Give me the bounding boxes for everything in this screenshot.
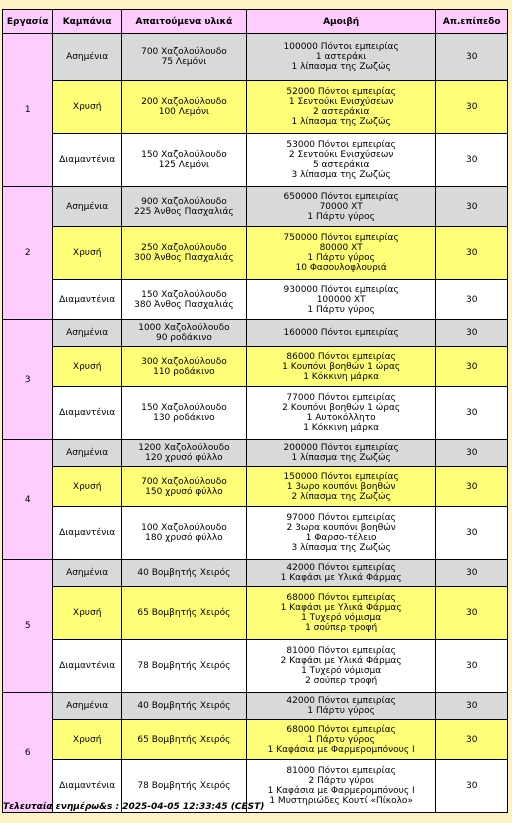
table-row [3, 720, 507, 759]
table-row [3, 187, 507, 226]
reward-line: 1 Κουπόνι βοηθών 1 ώρας [282, 361, 401, 372]
reward-line: 650000 Πόντοι εμπειρίας [283, 191, 399, 202]
required-materials [122, 320, 246, 346]
required-level: 30 [436, 347, 507, 386]
table-row [3, 81, 507, 133]
reward-line: 5 αστεράκια [312, 160, 370, 170]
reward [247, 387, 436, 439]
reward-line: 81000 Πόντοι εμπειρίας [286, 766, 396, 776]
required-materials [122, 227, 246, 279]
reward-line: 1 λίπασμα της Ζωζώς [291, 117, 391, 127]
material-line: 250 Χαζολούλουδο [141, 243, 227, 253]
reward-line: 1 Καφάσια με Φαρμερομπόνους Ι [267, 786, 415, 796]
campaign-tier: Χρυσή [53, 720, 121, 759]
campaign-tier: Διαμαντένια [53, 760, 121, 812]
material-line: 150 Χαζολούλουδο [141, 150, 227, 160]
table-row [3, 587, 507, 639]
reward-line: 77000 Πόντοι εμπειρίας [286, 393, 396, 403]
campaign-tier: Ασημένια [53, 34, 121, 80]
tasks-table [2, 9, 508, 813]
required-level: 30 [436, 34, 507, 80]
required-level: 30 [436, 81, 507, 133]
reward-line: 1 Αυτοκόλλητο [306, 413, 376, 423]
task-number: 1 [3, 34, 52, 186]
campaign-tier: Διαμαντένια [53, 387, 121, 439]
reward-line: 2 Πάρτυ γύροι [308, 776, 374, 786]
reward [247, 720, 436, 759]
reward-line: 1 Πάρτυ γύρος [307, 734, 375, 745]
reward [247, 467, 436, 506]
campaign-tier: Ασημένια [53, 560, 121, 586]
reward [247, 280, 436, 319]
campaign-tier: Ασημένια [53, 320, 121, 346]
required-materials [122, 347, 246, 386]
last-updated: Τελευταία ενημέρω&s : 2025-04-05 12:33:45 (CEST) [3, 802, 265, 812]
material-line: 150 Χαζολούλουδο [141, 289, 227, 300]
campaign-tier: Διαμαντένια [53, 507, 121, 559]
reward-line: 930000 Πόντοι εμπειρίας [283, 284, 399, 295]
reward-line: 1 Πάρτυ γύρος [307, 253, 375, 263]
campaign-tier: Χρυσή [53, 81, 121, 133]
material-line: 120 χρυσό φύλλο [145, 453, 223, 463]
material-line: 1000 Χαζολούλουδο [138, 323, 230, 333]
material-line: 40 Βομβητής Χειρός [137, 701, 231, 711]
reward-line: 1 Τυχερό νόμισμα [301, 613, 382, 623]
required-level: 30 [436, 507, 507, 559]
campaign-tier: Διαμαντένια [53, 280, 121, 319]
material-line: 200 Χαζολούλουδο [141, 97, 227, 107]
reward-line: 2 Κουπόνι βοηθών 1 ώρας [282, 403, 401, 413]
table-row [3, 693, 507, 719]
required-level: 30 [436, 560, 507, 586]
required-level: 30 [436, 760, 507, 812]
campaign-tier: Διαμαντένια [53, 640, 121, 692]
material-line: 130 ροδάκινο [153, 413, 215, 423]
required-level: 30 [436, 387, 507, 439]
table-row [3, 507, 507, 559]
reward-line: 1 Κόκκινη μάρκα [303, 371, 380, 382]
reward [247, 81, 436, 133]
reward-line: 52000 Πόντοι εμπειρίας [286, 87, 396, 97]
material-line: 180 χρυσό φύλλο [145, 533, 223, 543]
header-materials: Απαιτούμενα υλικά [122, 10, 246, 33]
reward [247, 560, 436, 586]
task-number: 3 [3, 320, 52, 439]
material-line: 1200 Χαζολούλουδο [138, 443, 230, 453]
reward-line: 53000 Πόντοι εμπειρίας [286, 140, 396, 150]
reward-line: 1 Πάρτυ γύρος [307, 211, 375, 222]
material-line: 100 Λεμόνι [158, 107, 210, 117]
reward [247, 187, 436, 226]
required-materials [122, 720, 246, 759]
reward-line: 750000 Πόντοι εμπειρίας [283, 233, 399, 243]
required-materials [122, 134, 246, 186]
reward-line: 2 λίπασμα της Ζωζώς [291, 491, 391, 502]
required-level: 30 [436, 280, 507, 319]
required-materials [122, 387, 246, 439]
material-line: 225 Άνθος Πασχαλιάς [134, 206, 234, 217]
reward [247, 587, 436, 639]
reward [247, 320, 436, 346]
reward-line: 10 Φασουλοφλουριά [295, 263, 387, 273]
material-line: 700 Χαζολούλουδο [141, 47, 227, 57]
tasks-body [3, 34, 507, 812]
material-line: 78 Βομβητής Χειρός [137, 661, 231, 671]
material-line: 65 Βομβητής Χειρός [137, 608, 231, 618]
required-level: 30 [436, 587, 507, 639]
table-row [3, 387, 507, 439]
required-level: 30 [436, 187, 507, 226]
required-materials [122, 440, 246, 466]
reward-line: 86000 Πόντοι εμπειρίας [286, 351, 396, 362]
reward [247, 507, 436, 559]
reward-line: 42000 Πόντοι εμπειρίας [286, 563, 396, 573]
reward [247, 693, 436, 719]
reward-line: 1 Καφάσια με Φαρμερομπόνους Ι [267, 744, 415, 755]
campaign-tier: Χρυσή [53, 227, 121, 279]
reward-line: 2 αστεράκια [312, 107, 370, 117]
material-line: 40 Βομβητής Χειρός [137, 568, 231, 578]
table-row [3, 467, 507, 506]
campaign-tier: Χρυσή [53, 467, 121, 506]
material-line: 900 Χαζολούλουδο [141, 196, 227, 207]
required-materials [122, 507, 246, 559]
reward-line: 150000 Πόντοι εμπειρίας [283, 471, 399, 482]
reward-line: 2 σούπερ τροφή [305, 676, 378, 686]
reward-line: 81000 Πόντοι εμπειρίας [286, 646, 396, 656]
task-number: 5 [3, 560, 52, 692]
task-number: 2 [3, 187, 52, 319]
table-row [3, 34, 507, 80]
reward-line: 97000 Πόντοι εμπειρίας [286, 513, 396, 523]
reward-line: 1 Πάρτυ γύρος [307, 706, 375, 716]
reward-line: 68000 Πόντοι εμπειρίας [286, 593, 396, 603]
reward [247, 640, 436, 692]
campaign-tier: Ασημένια [53, 440, 121, 466]
reward-line: 1 σούπερ τροφή [305, 623, 378, 633]
reward-line: 1 Τυχερό νόμισμα [301, 666, 382, 676]
required-level: 30 [436, 720, 507, 759]
reward [247, 34, 436, 80]
material-line: 150 Χαζολούλουδο [141, 403, 227, 413]
reward [247, 227, 436, 279]
reward-line: 1 Καφάσι με Υλικά Φάρμας [280, 573, 402, 583]
header-reward: Αμοιβή [247, 10, 436, 33]
required-materials [122, 587, 246, 639]
required-level: 30 [436, 693, 507, 719]
material-line: 300 Χαζολούλουδο [141, 356, 227, 367]
reward-line: 80000 ΧΤ [319, 243, 363, 253]
material-line: 75 Λεμόνι [161, 57, 207, 67]
material-line: 90 ροδάκινο [155, 333, 212, 343]
required-materials [122, 187, 246, 226]
required-level: 30 [436, 440, 507, 466]
required-materials [122, 560, 246, 586]
reward-line: 1 Μυστηριώδες Κουτί «Πίκολο» [269, 796, 413, 806]
material-line: 125 Λεμόνι [158, 160, 210, 170]
header-level: Απ.επίπεδο [436, 10, 507, 33]
table-row [3, 227, 507, 279]
reward-line: 200000 Πόντοι εμπειρίας [283, 443, 399, 453]
reward-line: 1 Σεντούκι Ενισχύσεων [288, 97, 394, 107]
table-row [3, 280, 507, 319]
header-task: Εργασία [3, 10, 52, 33]
required-materials [122, 640, 246, 692]
required-materials [122, 34, 246, 80]
required-level: 30 [436, 134, 507, 186]
table-row [3, 347, 507, 386]
reward-line: 1 Πάρτυ γύρος [307, 304, 375, 315]
reward [247, 347, 436, 386]
reward-line: 1 λίπασμα της Ζωζώς [291, 62, 391, 72]
reward-line: 1 Καφάσι με Υλικά Φάρμας [280, 603, 402, 613]
campaign-tier: Χρυσή [53, 347, 121, 386]
reward [247, 134, 436, 186]
campaign-tier: Ασημένια [53, 187, 121, 226]
header-campaign: Καμπάνια [53, 10, 121, 33]
reward-line: 1 3ωρο κουπόνι βοηθών [286, 481, 396, 492]
table-row [3, 640, 507, 692]
table-row [3, 560, 507, 586]
required-materials [122, 467, 246, 506]
reward-line: 3 λίπασμα της Ζωζώς [291, 170, 391, 180]
reward [247, 440, 436, 466]
reward-line: 160000 Πόντοι εμπειρίας [283, 328, 399, 338]
required-materials [122, 280, 246, 319]
reward-line: 1 αστεράκι [315, 52, 367, 62]
reward-line: 100000 ΧΤ [316, 294, 366, 305]
material-line: 300 Άνθος Πασχαλιάς [134, 253, 234, 263]
required-level: 30 [436, 320, 507, 346]
task-number: 6 [3, 693, 52, 812]
required-materials [122, 693, 246, 719]
reward [247, 760, 436, 812]
reward-line: 1 λίπασμα της Ζωζώς [291, 453, 391, 463]
material-line: 110 ροδάκινο [153, 366, 215, 377]
reward-line: 2 3ωρα κουπόνι βοηθών [286, 523, 396, 533]
required-materials [122, 81, 246, 133]
reward-line: 2 Καφάσι με Υλικά Φάρμας [280, 656, 402, 666]
table-row [3, 320, 507, 346]
header-row [3, 10, 507, 33]
campaign-tier: Ασημένια [53, 693, 121, 719]
required-level: 30 [436, 640, 507, 692]
campaign-tier: Χρυσή [53, 587, 121, 639]
task-number: 4 [3, 440, 52, 559]
table-row [3, 440, 507, 466]
material-line: 380 Άνθος Πασχαλιάς [134, 299, 234, 310]
material-line: 150 χρυσό φύλλο [145, 486, 223, 497]
reward-line: 1 Κόκκινη μάρκα [303, 423, 380, 433]
material-line: 700 Χαζολούλουδο [141, 476, 227, 487]
material-line: 65 Βομβητής Χειρός [137, 734, 231, 745]
campaign-tier: Διαμαντένια [53, 134, 121, 186]
reward-line: 1 Φαρσο-τέλειο [305, 533, 377, 543]
required-level: 30 [436, 467, 507, 506]
material-line: 100 Χαζολούλουδο [141, 523, 227, 533]
reward-line: 2 Σεντούκι Ενισχύσεων [288, 150, 394, 160]
reward-line: 100000 Πόντοι εμπειρίας [283, 42, 399, 52]
required-level: 30 [436, 227, 507, 279]
table-row [3, 134, 507, 186]
reward-line: 70000 ΧΤ [319, 201, 363, 212]
reward-line: 42000 Πόντοι εμπειρίας [286, 696, 396, 706]
reward-line: 3 λίπασμα της Ζωζώς [291, 543, 391, 553]
reward-line: 68000 Πόντοι εμπειρίας [286, 724, 396, 735]
material-line: 78 Βομβητής Χειρός [137, 781, 231, 791]
